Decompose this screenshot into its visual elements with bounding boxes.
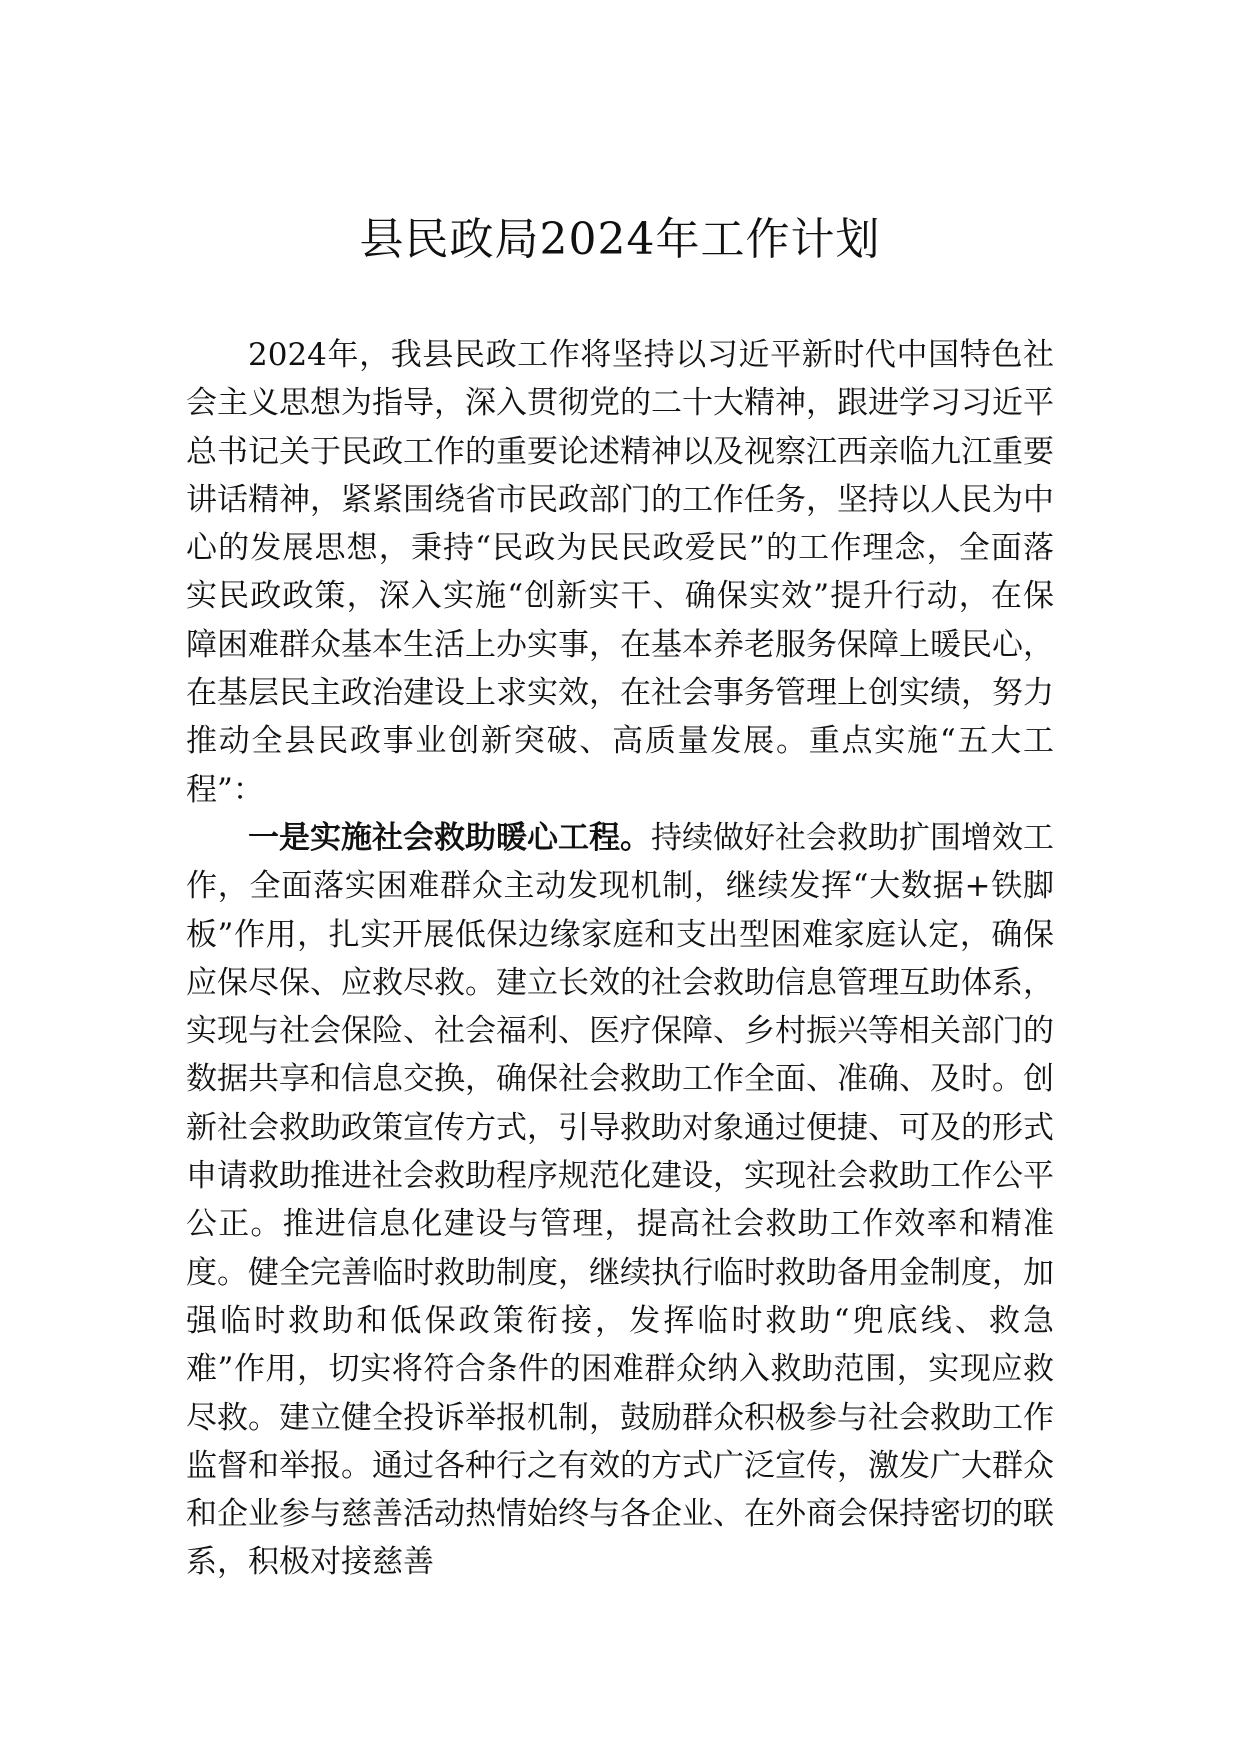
paragraph-social-assistance: [186, 814, 1054, 1587]
document-title: 县民政局2024年工作计划: [359, 214, 881, 265]
paragraph-text: 持续做好社会救助扩围增效工作，全面落实困难群众主动发现机制，继续发挥“大数据+铁脚板”作用，扎实开展低保边缘家庭和支出型困难家庭认定，确保应保尽保、应救尽救。建立长效的社会救助信息管理互助体系，实现与社会保险、社会福利、医疗保障、乡村振兴等相关部门的数据共享和信息交换，确保社会救助工作全面、准确、及时。创新社会救助政策宣传方式，引导救助对象通过便捷、可及的形式申请救助推进社会救助程序规范化建设，实现社会救助工作公平公正。推进信息化建设与管理，提高社会救助工作效率和精准度。健全完善临时救助制度，继续执行临时救助备用金制度，加强临时救助和低保政策衔接，发挥临时救助“兜底线、救急难”作用，切实将符合条件的困难群众纳入救助范围，实现应救尽救。建立健全投诉举报机制，鼓励群众积极参与社会救助工作监督和举报。通过各种行之有效的方式广泛宣传，激发广大群众和企业参与慈善活动热情始终与各企业、在外商会保持密切的联系，积极对接慈善: [186, 819, 1054, 1581]
paragraph-text: 2024年，我县民政工作将坚持以习近平新时代中国特色社会主义思想为指导，深入贯彻党的二十大精神，跟进学习习近平总书记关于民政工作的重要论述精神以及视察江西亲临九江重要讲话精神，紧紧围绕省市民政部门的工作任务，坚持以人民为中心的发展思想，秉持“民政为民民政爱民”的工作理念，全面落实民政政策，深入实施“创新实干、确保实效”提升行动，在保障困难群众基本生活上办实事，在基本养老服务保障上暖民心，在基层民主政治建设上求实效，在社会事务管理上创实绩，努力推动全县民政事业创新突破、高质量发展。重点实施“五大工程”：: [186, 337, 1054, 808]
document-body: [186, 331, 1054, 1587]
paragraph-intro: [186, 331, 1054, 814]
paragraph-lead: 一是实施社会救助暖心工程。: [248, 819, 651, 856]
